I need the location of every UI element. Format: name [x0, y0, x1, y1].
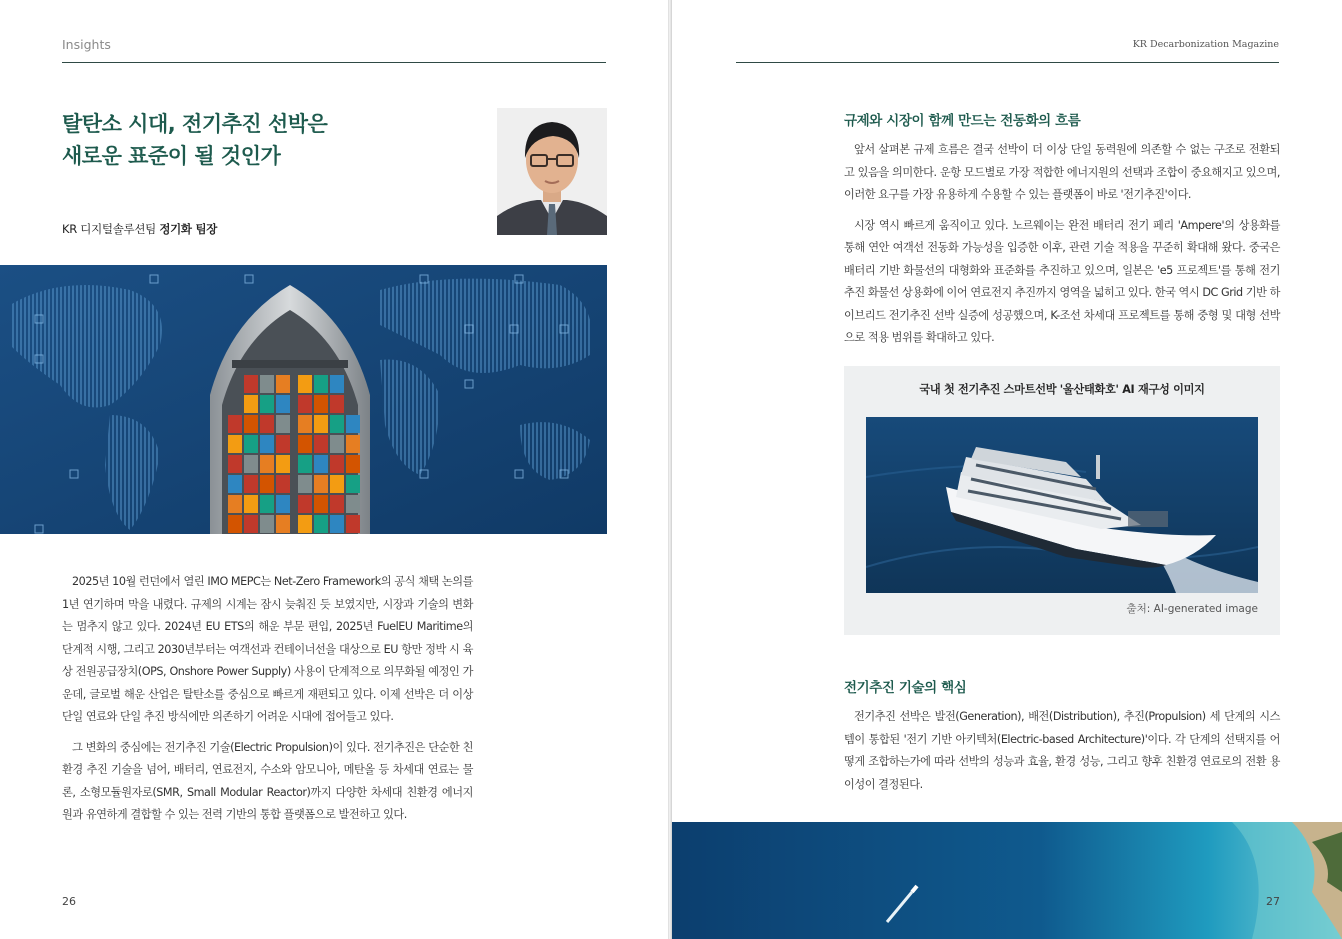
author-portrait [497, 108, 607, 235]
paragraph: 2025년 10월 런던에서 열린 IMO MEPC는 Net-Zero Framework의 공식 채택 논의를 1년 연기하며 막을 내렸다. 규제의 시계는 잠시 늦춰진 듯 보였지만, 시장과 기술의 변화는 멈추지 않고 있다. 2024년 EU ETS의 해운 부문 편입, 2025년 FuelEU Maritime의 단계적 시행, 그리고 2030년부터는 여객선과 컨테이너선을 대상으로 EU 항만 정박 시 육상 전원공급장치(OPS, Onshore Power Supply) 사용이 단계적으로 의무화될 예정인 가운데, 글로벌 해운 산업은 탈탄소를 중심으로 빠르게 재편되고 있다. 이제 선박은 더 이상 단일 연료와 단일 추진 방식에만 의존하기 어려운 시대에 접어들고 있다. [62, 575, 473, 723]
figure-caption: 국내 첫 전기추진 스마트선박 '울산태화호' AI 재구성 이미지 [919, 383, 1205, 396]
page-number-right: 27 [1266, 895, 1280, 908]
header-rule-left [62, 62, 606, 63]
ferry-image [866, 417, 1258, 593]
left-body-text [62, 571, 473, 835]
right-body-text-2 [844, 706, 1280, 804]
figure-box [844, 366, 1280, 635]
left-page [0, 0, 668, 939]
article-title: 탈탄소 시대, 전기추진 선박은 새로운 표준이 될 것인가 [62, 112, 328, 168]
paragraph: 그 변화의 중심에는 전기추진 기술(Electric Propulsion)이 있다. 전기추진은 단순한 친환경 추진 기술을 넘어, 배터리, 연료전지, 수소와 암모니아, 메탄올 등 차세대 연료는 물론, 소형모듈원자로(SMR, Small Modular Reactor)까지 다양한 차세대 친환경 에너지원과 유연하게 결합할 수 있는 전력 기반의 통합 플랫폼으로 발전하고 있다. [62, 740, 473, 821]
author-org: KR 디지털솔루션팀 [62, 222, 156, 236]
page-number-left: 26 [62, 895, 76, 908]
running-head-left: Insights [62, 37, 111, 52]
paragraph: 전기추진 선박은 발전(Generation), 배전(Distribution), 추진(Propulsion) 세 단계의 시스템이 통합된 '전기 기반 아키텍처(Electric-based Architecture)'이다. 각 단계의 선택지를 어떻게 조합하는가에 따라 선박의 성능과 효율, 환경 성능, 그리고 향후 친환경 연료로의 전환 용이성이 결정된다. [844, 710, 1280, 791]
author-name: 정기화 팀장 [159, 222, 218, 236]
paragraph: 앞서 살펴본 규제 흐름은 결국 선박이 더 이상 단일 동력원에 의존할 수 없는 구조로 전환되고 있음을 의미한다. 운항 모드별로 가장 적합한 에너지원의 선택과 조합이 중요해지고 있으며, 이러한 요구를 가장 유용하게 수용할 수 있는 플랫폼이 바로 '전기추진'이다. [844, 143, 1280, 201]
coastal-sea-image [672, 822, 1342, 939]
section-title-core-tech: 전기추진 기술의 핵심 [844, 680, 967, 696]
running-head-right: KR Decarbonization Magazine [1132, 39, 1279, 50]
paragraph: 시장 역시 빠르게 움직이고 있다. 노르웨이는 완전 배터리 전기 페리 'Ampere'의 상용화를 통해 연안 여객선 전동화 가능성을 입증한 이후, 관련 기술 적용을 꾸준히 확대해 왔다. 중국은 배터리 기반 화물선의 대형화와 표준화를 추진하고 있으며, 일본은 'e5 프로젝트'를 통해 전기추진 화물선 상용화에 이어 연료전지 추진까지 영역을 넓히고 있다. 한국 역시 DC Grid 기반 하이브리드 전기추진 선박 실증에 성공했으며, K-조선 차세대 프로젝트를 통해 중형 및 대형 선박으로 적용 범위를 확대하고 있다. [844, 218, 1280, 344]
right-body-text-1 [844, 139, 1280, 358]
hero-image-container-ship [0, 265, 607, 534]
header-rule-right [736, 62, 1279, 63]
section-title-electrification: 규제와 시장이 함께 만드는 전동화의 흐름 [844, 113, 1081, 129]
author-line [62, 221, 217, 237]
figure-source: 출처: AI-generated image [1126, 603, 1258, 615]
